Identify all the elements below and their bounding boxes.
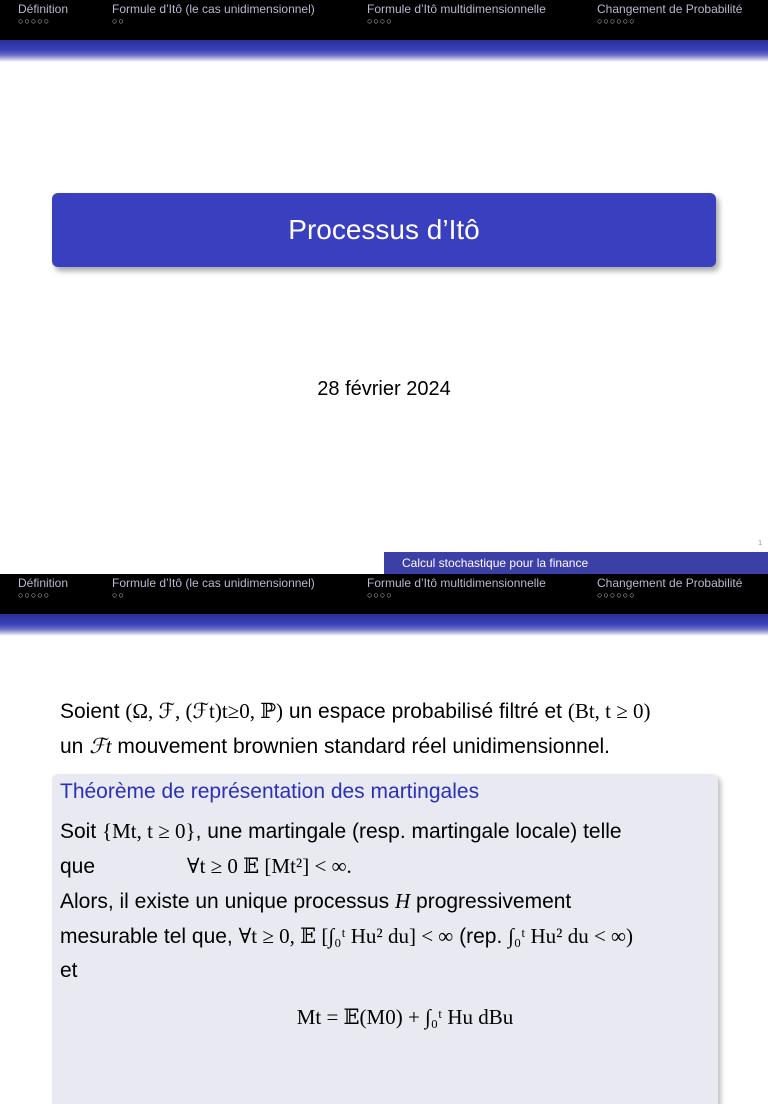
header-shade [0,40,768,62]
subsection-dots[interactable]: ○○○○○ [18,590,51,600]
nav-section-ito-1d[interactable]: Formule d’Itô (le cas unidimensionnel) ○○ [112,576,315,600]
process-h-symbol: H [395,889,411,913]
nav-section-ito-multidim[interactable]: Formule d’Itô multidimensionnelle ○○○○ [367,576,546,600]
theorem-block [52,774,718,1104]
subsection-dots[interactable]: ○○○○ [367,590,393,600]
theorem-body: Soit {Mt, t ≥ 0}, une martingale (resp. martingale locale) telle que ∀t ≥ 0 𝔼 [Mt²] < ∞. Alors, il existe un unique processus H progressivement mesurable tel que, ∀t ≥ 0, 𝔼 [∫₀ᵗ Hu² du] < ∞ (rep. ∫₀ᵗ Hu² du < ∞) et Mt = 𝔼(M0) + ∫₀ᵗ Hu dBu [60,814,710,1034]
presentation-title: Processus d’Itô [288,214,480,245]
subsection-dots[interactable]: ○○○○○ [18,16,51,26]
intro-paragraph: Soient (Ω, ℱ, (ℱt)t≥0, ℙ) un espace probabilisé filtré et (Bt, t ≥ 0) un ℱt mouvement brownien standard réel unidimensionnel. [60,699,651,758]
nav-section-change-of-probability[interactable]: Changement de Probabilité ○○○○○○ [597,2,743,26]
nav-section-ito-1d[interactable]: Formule d’Itô (le cas unidimensionnel) ○○ [112,2,315,26]
presentation-date: 28 février 2024 [317,378,451,400]
nav-section-definition[interactable]: Définition ○○○○○ [18,576,69,600]
subsection-dots[interactable]: ○○ [112,590,125,600]
square-integrability-formula: ∀t ≥ 0 𝔼 [Mt²] < ∞. [186,854,352,878]
probability-space-formula: (Ω, ℱ, (ℱt)t≥0, ℙ) [125,699,283,723]
title-box [52,193,716,267]
representation-equation: Mt = 𝔼(M0) + ∫₀ᵗ Hu dBu [296,1005,514,1029]
filtration-formula: ℱt [89,734,112,758]
brownian-process-formula: (Bt, t ≥ 0) [567,699,651,723]
content-slide [0,552,768,1104]
integrability-condition-formula: ∀t ≥ 0, 𝔼 [∫₀ᵗ Hu² du] < ∞ [238,924,454,948]
local-integrability-formula: ∫₀ᵗ Hu² du < ∞) [508,924,634,948]
page-number: 1 [758,540,762,547]
header-shade [0,614,768,636]
nav-section-ito-multidim[interactable]: Formule d’Itô multidimensionnelle ○○○○ [367,2,546,26]
subsection-dots[interactable]: ○○○○○○ [597,590,636,600]
subsection-dots[interactable]: ○○○○○○ [597,16,636,26]
nav-section-change-of-probability[interactable]: Changement de Probabilité ○○○○○○ [597,576,743,600]
martingale-formula: {Mt, t ≥ 0} [102,819,196,843]
theorem-title: Théorème de représentation des martingales [60,780,480,803]
subsection-dots[interactable]: ○○ [112,16,125,26]
section-navigation-bar [0,0,768,40]
footer-title-band [384,552,768,574]
nav-section-definition[interactable]: Définition ○○○○○ [18,2,69,26]
section-navigation-bar [0,574,768,614]
footer-title: Calcul stochastique pour la finance [402,556,589,570]
subsection-dots[interactable]: ○○○○ [367,16,393,26]
